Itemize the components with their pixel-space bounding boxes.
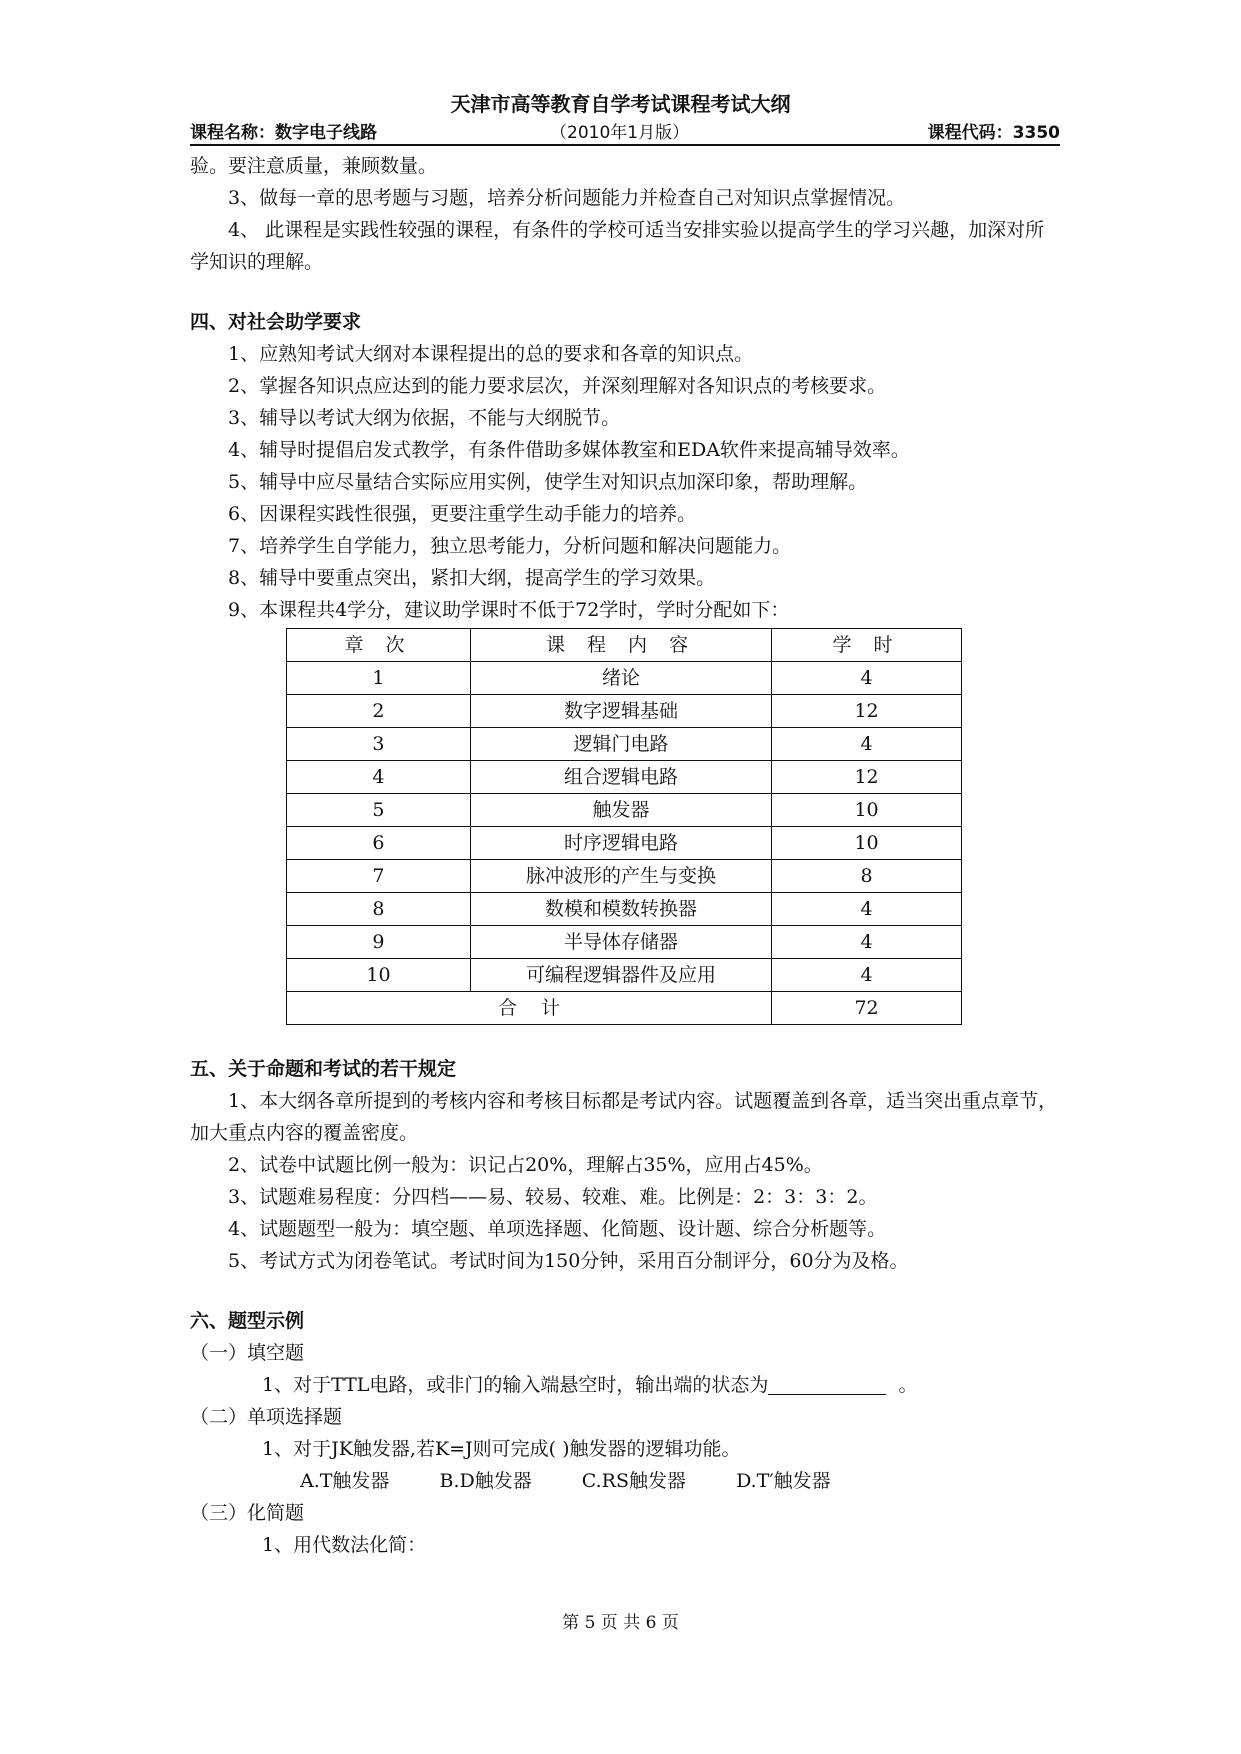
course-code: 课程代码：3350 (927, 123, 1060, 143)
simplify-question: 1、用代数法化简： (262, 1534, 427, 1556)
table-cell: 3 (287, 728, 471, 761)
fill-blank-question (190, 1369, 1060, 1401)
table-cell: 数模和模数转换器 (470, 893, 771, 926)
section4-item: 3、辅导以考试大纲为依据，不能与大纲脱节。 (228, 407, 621, 429)
table-cell: 时序逻辑电路 (470, 827, 771, 860)
table-header-cell: 学 时 (772, 629, 962, 662)
section5-title: 五、关于命题和考试的若干规定 (190, 1058, 457, 1080)
table-cell: 7 (287, 860, 471, 893)
table-cell: 2 (287, 695, 471, 728)
table-cell: 12 (772, 761, 962, 794)
table-header-row (287, 629, 962, 662)
section4-item: 6、因课程实践性很强，更要注重学生动手能力的培养。 (228, 503, 697, 525)
fill-blank-question-text: 1、对于TTL电路，或非门的输入端悬空时，输出端的状态为 (262, 1374, 769, 1396)
header-info-row (190, 118, 1060, 146)
table-cell: 4 (772, 893, 962, 926)
table-cell: 8 (772, 860, 962, 893)
main-content (190, 150, 1060, 1561)
section5-item: 4、试题题型一般为：填空题、单项选择题、化简题、设计题、综合分析题等。 (228, 1218, 887, 1240)
table-cell: 4 (772, 662, 962, 695)
table-cell: 数字逻辑基础 (470, 695, 771, 728)
table-row (287, 827, 962, 860)
hours-table (286, 628, 962, 1025)
table-cell: 12 (772, 695, 962, 728)
table-cell: 可编程逻辑器件及应用 (470, 959, 771, 992)
section5-item: 5、考试方式为闭卷笔试。考试时间为150分钟，采用百分制评分，60分为及格。 (228, 1250, 909, 1272)
table-cell: 触发器 (470, 794, 771, 827)
table-cell: 4 (287, 761, 471, 794)
section4-item: 5、辅导中应尽量结合实际应用实例，使学生对知识点加深印象，帮助理解。 (228, 471, 868, 493)
edition: （2010年1月版） (550, 123, 690, 143)
table-cell: 6 (287, 827, 471, 860)
table-row (287, 893, 962, 926)
table-cell: 4 (772, 728, 962, 761)
intro-line: 验。要注意质量，兼顾数量。 (190, 155, 438, 177)
section5-item: 3、试题难易程度：分四档——易、较易、较难、难。比例是：2：3：3：2。 (228, 1186, 878, 1208)
table-total-value: 72 (772, 992, 962, 1025)
table-row (287, 728, 962, 761)
section4-item: 9、本课程共4学分，建议助学课时不低于72学时，学时分配如下： (228, 599, 790, 621)
table-cell: 脉冲波形的产生与变换 (470, 860, 771, 893)
simplify-title: （三）化简题 (190, 1502, 305, 1524)
table-cell: 4 (772, 959, 962, 992)
intro-item-3: 3、做每一章的思考题与习题，培养分析问题能力并检查自己对知识点掌握情况。 (228, 187, 906, 209)
table-header-cell: 章 次 (287, 629, 471, 662)
section4-title: 四、对社会助学要求 (190, 311, 362, 333)
table-total-row (287, 992, 962, 1025)
choice-option: D.T′触发器 (736, 1470, 831, 1492)
course-name: 课程名称：数字电子线路 (190, 123, 377, 143)
choice-option: B.D触发器 (439, 1470, 532, 1492)
section4-item: 8、辅导中要重点突出，紧扣大纲，提高学生的学习效果。 (228, 567, 716, 589)
section6-title: 六、题型示例 (190, 1310, 305, 1332)
choice-options (190, 1465, 1060, 1497)
table-total-label: 合 计 (287, 992, 772, 1025)
document-title: 天津市高等教育自学考试课程考试大纲 (450, 92, 791, 116)
section5-item: 2、试卷中试题比例一般为：识记占20%，理解占35%，应用占45%。 (228, 1154, 823, 1176)
choice-question: 1、对于JK触发器,若K=J则可完成( )触发器的逻辑功能。 (262, 1438, 741, 1460)
choice-option: C.RS触发器 (581, 1470, 687, 1492)
section4-item: 2、掌握各知识点应达到的能力要求层次，并深刻理解对各知识点的考核要求。 (228, 375, 887, 397)
intro-item-4: 4、 此课程是实践性较强的课程，有条件的学校可适当安排实验以提高学生的学习兴趣，加深对所学知识的理解。 (190, 219, 1045, 273)
table-row (287, 695, 962, 728)
table-cell: 10 (772, 827, 962, 860)
table-cell: 半导体存储器 (470, 926, 771, 959)
choice-title: （二）单项选择题 (190, 1406, 343, 1428)
table-cell: 1 (287, 662, 471, 695)
table-cell: 5 (287, 794, 471, 827)
table-row (287, 761, 962, 794)
section5-item: 1、本大纲各章所提到的考核内容和考核目标都是考试内容。试题覆盖到各章，适当突出重点章节，加大重点内容的覆盖密度。 (190, 1090, 1058, 1144)
answer-blank (768, 1372, 886, 1395)
choice-option: A.T触发器 (300, 1470, 390, 1492)
table-cell: 8 (287, 893, 471, 926)
table-row (287, 794, 962, 827)
section4-item: 7、培养学生自学能力，独立思考能力，分析问题和解决问题能力。 (228, 535, 792, 557)
table-row (287, 662, 962, 695)
table-cell: 10 (772, 794, 962, 827)
table-row (287, 959, 962, 992)
table-cell: 组合逻辑电路 (470, 761, 771, 794)
table-cell: 逻辑门电路 (470, 728, 771, 761)
table-cell: 4 (772, 926, 962, 959)
table-cell: 10 (287, 959, 471, 992)
page-number: 第 5 页 共 6 页 (562, 1613, 679, 1633)
table-row (287, 926, 962, 959)
table-header-cell: 课 程 内 容 (470, 629, 771, 662)
fill-blank-title: （一）填空题 (190, 1342, 305, 1364)
fill-blank-question-end: 。 (898, 1374, 918, 1396)
section4-item: 1、应熟知考试大纲对本课程提出的总的要求和各章的知识点。 (228, 343, 754, 365)
section4-item: 4、辅导时提倡启发式教学，有条件借助多媒体教室和EDA软件来提高辅导效率。 (228, 439, 910, 461)
table-row (287, 860, 962, 893)
table-cell: 9 (287, 926, 471, 959)
table-cell: 绪论 (470, 662, 771, 695)
